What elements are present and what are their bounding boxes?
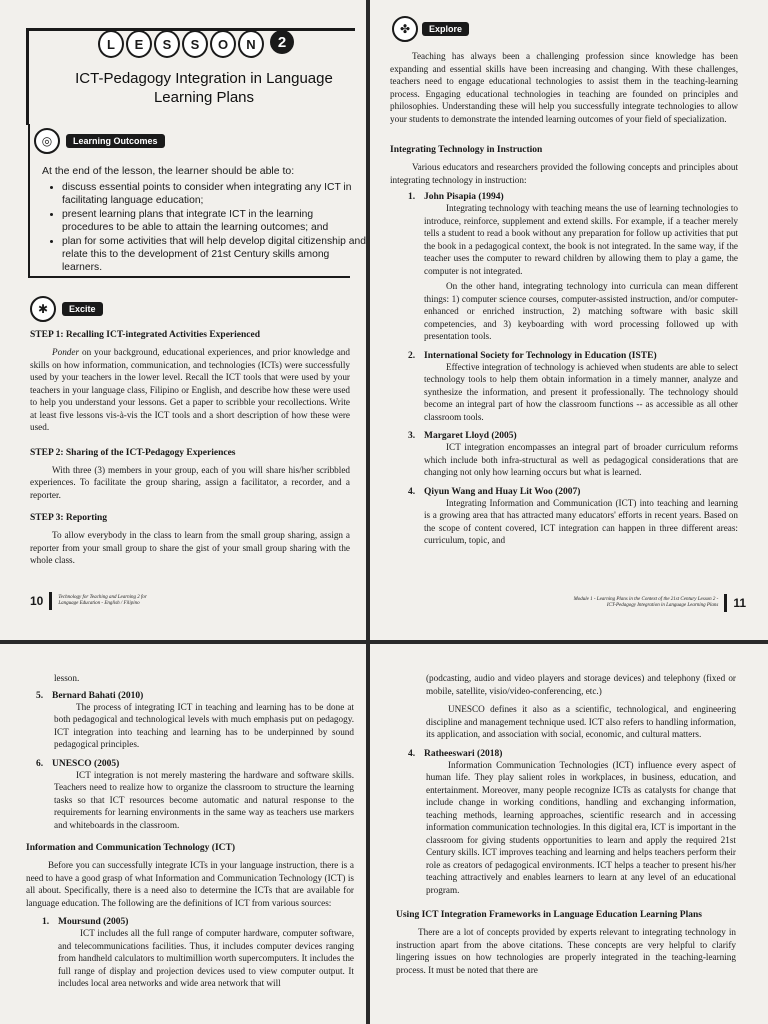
lesson-letter: S xyxy=(154,30,180,58)
source-text: ICT includes all the full range of computer hardware, computer software, and telecommunications facilities. Thus, it includes computer devices ranging from handheld calculators to multimillion worth supercomputers. It includes the full range of display and projection devices used to view computer output. It includes local area networks and wide area network that will xyxy=(58,928,354,989)
page-13 xyxy=(370,644,768,1024)
source-text: Integrating technology with teaching means the use of learning technologies to introduce, reinforce, supplement and extend skills. For example, if a teacher merely tells a student to read a book without any preparation for follow up activities that put the book in a pedagogical context, the book is not integrated. In the same way, if the teacher uses the computer to reward children by allowing them to play a game, the computer is not integrated. xyxy=(424,203,738,276)
excite-label: Excite xyxy=(62,302,103,316)
source-title: 6. UNESCO (2005) xyxy=(36,758,120,769)
source-item xyxy=(26,759,354,832)
lead-line: lesson. xyxy=(54,673,80,683)
source-title: 1. John Pisapia (1994) xyxy=(408,192,504,203)
page-11 xyxy=(370,0,768,640)
source-item xyxy=(390,351,738,424)
source-item xyxy=(26,917,354,990)
step3-text: To allow everybody in the class to learn from the small group sharing, assign a reporter from your small group to share the gist of your small group sharing with the whole class. xyxy=(30,530,350,566)
source-title: 4. Qiyun Wang and Huay Lit Woo (2007) xyxy=(408,486,581,497)
section-heading: Information and Communication Technology (ICT) xyxy=(26,843,236,854)
section-heading: Using ICT Integration Frameworks in Language Education Learning Plans xyxy=(396,910,702,921)
step2-text: With three (3) members in your group, each of you will share his/her scribbled experiences. To facilitate the group sharing, assign a facilitator, a recorder, and a reporter. xyxy=(30,464,350,500)
lesson-letter: S xyxy=(182,30,208,58)
target-icon: ◎ xyxy=(34,128,60,154)
source-text: Effective integration of technology is achieved when students are able to select technology tools to help them obtain information in a timely manner, analyze and synthesize the information, and present it professionally. The technology should become an integral part of how the classroom functions -- as accessible as all other classroom tools. xyxy=(424,361,738,422)
page-10 xyxy=(0,0,366,640)
step1-body: on your background, educational experiences, and prior knowledge and skills on how information, communication, and technologies (ICTs) were successfully used by your teachers in the lower level. Recall the ICT tools that were used by your teachers in your language class, Filipino or English, and describe how these were used to help you understand your lessons. Get a paper to scribble your recollections. Write at least five lessons vis-à-vis the ICT tools and a short description of how these were used. xyxy=(30,347,350,433)
unesco-para: UNESCO defines it also as a scientific, technological, and engineering discipline and management technique used. ICT also refers to handling information, its application, and association with social, economic, and cultural matters. xyxy=(426,704,736,740)
section-heading: Integrating Technology in Instruction xyxy=(390,145,543,156)
lesson-label xyxy=(98,30,294,58)
source-item xyxy=(390,192,738,343)
footer-left xyxy=(30,592,148,610)
page13-content xyxy=(396,672,736,976)
excite-header xyxy=(30,296,103,322)
outcomes-label: Learning Outcomes xyxy=(66,134,165,148)
footer-text: Module 1 - Learning Plans in the Context of the 21st Century Lesson 2 - ICT-Pedagogy Integration in Language Learning Plans xyxy=(573,597,719,608)
lesson-letter: N xyxy=(238,30,264,58)
source-text: ICT integration is not merely mastering the hardware and software skills. Teachers need to realize how to organize the classroom to structure the learning tasks so that ICT resources become automatic and natural response to the requirements for learning environments in the same way as teachers use markers and whiteboards in the classroom. xyxy=(54,769,354,830)
source-text: ICT integration encompasses an integral part of broader curriculum reforms which include both infra-structural as well as pedagogical considerations that are changing not only how learning occurs but what is learned. xyxy=(424,442,738,478)
outcome-item: • plan for some activities that will help develop digital citizenship and relate this to the development of 21st Century skills among learners. xyxy=(62,235,366,275)
outcomes-list xyxy=(40,181,366,275)
runner-icon: ✱ xyxy=(30,296,56,322)
step3-heading: STEP 3: Reporting xyxy=(30,513,108,524)
steps-section xyxy=(30,330,350,567)
outcome-item: • present learning plans that integrate ICT in the learning procedures to be able to attain the learning outcomes; and xyxy=(62,208,366,235)
lesson-letter: E xyxy=(126,30,152,58)
page-number: 10 xyxy=(30,594,44,608)
outcomes-header xyxy=(34,128,165,154)
page-12 xyxy=(0,644,366,1024)
source-title: 2. International Society for Technology in Education (ISTE) xyxy=(408,350,657,361)
compass-icon: ✤ xyxy=(392,16,418,42)
source-text: On the other hand, integrating technology into curricula can mean different things: 1) computer science courses, computer-assisted instruction, and/or computer-enhanced or enriched instruction, 2) matching software with basic skill competencies, and 3) keyboarding with word processing followed up with presentation tools. xyxy=(424,281,738,342)
lesson-letter: O xyxy=(210,30,236,58)
outcome-item: • discuss essential points to consider when integrating any ICT in facilitating language education; xyxy=(62,181,366,208)
step1-text xyxy=(30,346,350,434)
source-item xyxy=(26,691,354,751)
section-intro: Various educators and researchers provided the following concepts and principles about integrating technology in instruction: xyxy=(390,162,738,185)
step2-heading: STEP 2: Sharing of the ICT-Pedagogy Experiences xyxy=(30,447,236,458)
section-text: There are a lot of concepts provided by experts relevant to integrating technology in instruction apart from the above citations. These concepts are very helpful to clarify lingering issues on how technologies are properly integrated in the teaching-learning process. It must be noted that there are xyxy=(396,927,736,975)
source-item xyxy=(390,487,738,547)
outcomes-intro: At the end of the lesson, the learner should be able to: xyxy=(42,165,295,177)
lesson-title: ICT-Pedagogy Integration in Language Learning Plans xyxy=(75,70,333,106)
explore-intro: Teaching has always been a challenging profession since knowledge has been expanding and essential skills have been increasing and changing. With these challenges, teachers need to engage educational technologies to assist them in the teaching-learning process. Engaging educational technologies in teaching are founded on principles and philosophies. Understanding these will help you successfully integrate technologies to allow your students to demonstrate the intended learning outcomes of your field of specialization. xyxy=(390,51,738,124)
source-text: The process of integrating ICT in teaching and learning has to be done at both pedagogical and technological levels with much emphasis put on pedagogy. ICT integration into teaching and learning has to be underpinned by sound pedagogical principles. xyxy=(54,701,354,750)
source-text: Information Communication Technologies (ICT) influence every aspect of human life. They play salient roles in workplaces, in business, education, and entertainment. Moreover, many people recognize ICTs as catalysts for change that include change in working conditions, handling and exchanging information, teaching methods, learning approaches, scientific research and in accessing information communication technologies. In this digital era, ICT is important in the classroom for giving students opportunities to learn and apply the required 21st Century skills. ICT improves teaching and learning and helps teachers perform their role as creators of pedagogical environments. ICT helps a teacher to present his/her teaching attractively and enables learners to learn at any level of an educational program. xyxy=(426,759,736,895)
source-item xyxy=(390,431,738,479)
step1-lead: Ponder xyxy=(52,347,80,357)
step1-heading: STEP 1: Recalling ICT-integrated Activities Experienced xyxy=(30,330,261,340)
footer-divider xyxy=(724,594,727,612)
section-intro: Before you can successfully integrate ICTs in your language instruction, there is a need to have a good grasp of what Information and Communication Technology (ICT) is all about. Specifically, there is a need also to determine the ICTs that are available for language education. The following are the definitions of ICT from various sources: xyxy=(26,860,354,908)
source-title: 3. Margaret Lloyd (2005) xyxy=(408,431,517,442)
page12-content xyxy=(26,672,354,990)
lead-para: (podcasting, audio and video players and storage devices) and telephony (fixed or mobile, satellite, visio/video-conferencing, etc.) xyxy=(426,673,736,696)
source-text: Integrating Information and Communication (ICT) into teaching and learning is a growing area that has attracted many educators' efforts in recent years. Based on the scope of content covered, ICT integration can happen in three different areas: curriculum, topic, and xyxy=(424,497,738,546)
lesson-letter: L xyxy=(98,30,124,58)
source-title: 1. Moursund (2005) xyxy=(42,917,129,928)
footer-divider xyxy=(49,592,52,610)
explore-content xyxy=(390,50,738,547)
page-number: 11 xyxy=(733,596,746,610)
explore-label: Explore xyxy=(422,22,469,36)
source-item xyxy=(396,749,736,897)
footer-right xyxy=(568,594,746,612)
source-title: 5. Bernard Bahati (2010) xyxy=(36,690,144,701)
lesson-number: 2 xyxy=(270,30,294,54)
explore-header xyxy=(392,16,469,42)
source-title: 4. Ratheeswari (2018) xyxy=(408,748,503,759)
footer-text: Technology for Teaching and Learning 2 for Language Education - English / Filipino xyxy=(58,595,147,606)
